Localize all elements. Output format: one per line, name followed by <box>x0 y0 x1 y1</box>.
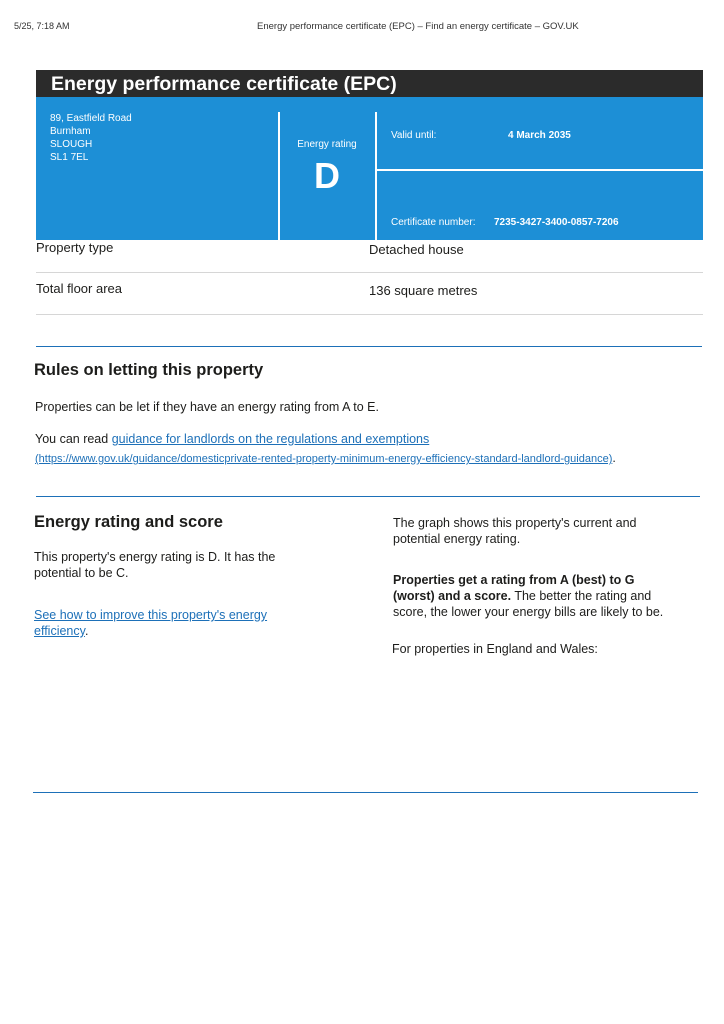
guidance-url-line <box>35 450 616 467</box>
rating-text-line: potential to be C. <box>34 566 129 580</box>
address-line: 89, Eastfield Road <box>50 113 132 124</box>
england-wales-note: For properties in England and Wales: <box>392 642 598 656</box>
address-line: Burnham <box>50 126 91 137</box>
improve-suffix: . <box>84 624 89 638</box>
rating-explanation-bold: Properties get a rating from A (best) to G <box>393 573 635 587</box>
property-type-value: Detached house <box>369 242 464 257</box>
letting-paragraph: Properties can be let if they have an energy rating from A to E. <box>35 400 379 414</box>
valid-until-value: 4 March 2035 <box>508 130 571 141</box>
improve-efficiency-link[interactable]: efficiency <box>34 624 85 638</box>
rating-explanation-bold: (worst) and a score. <box>393 589 512 603</box>
property-address <box>50 112 132 164</box>
floor-area-value: 136 square metres <box>369 283 478 298</box>
section-divider <box>36 496 700 497</box>
panel-divider <box>375 112 377 240</box>
certificate-title: Energy performance certificate (EPC) <box>36 70 703 98</box>
property-type-label: Property type <box>36 240 114 255</box>
rating-text-line: This property's energy rating is D. It has the <box>34 550 276 564</box>
address-line: SLOUGH <box>50 139 93 150</box>
guidance-prefix: You can read <box>35 432 112 446</box>
url-suffix: . <box>612 451 616 465</box>
valid-until-label: Valid until: <box>391 130 437 141</box>
section-divider <box>36 346 702 347</box>
rating-heading: Energy rating and score <box>34 513 223 531</box>
graph-description <box>393 515 636 547</box>
improve-link-block <box>34 607 267 639</box>
certificate-number-label: Certificate number: <box>391 217 476 228</box>
print-date: 5/25, 7:18 AM <box>14 21 70 31</box>
row-divider <box>36 314 703 315</box>
rating-explanation-text: score, the lower your energy bills are likely to be. <box>393 605 664 619</box>
guidance-line <box>35 431 429 447</box>
landlord-guidance-url[interactable]: (https://www.gov.uk/guidance/domesticprivate-rented-property-minimum-energy-efficiency-standard-landlord-guidance) <box>35 453 613 465</box>
section-divider <box>33 792 698 793</box>
certificate-panel <box>36 97 703 240</box>
row-divider <box>36 272 703 273</box>
graph-description-line: potential energy rating. <box>393 532 521 546</box>
address-line: SL1 7EL <box>50 152 89 163</box>
energy-rating-label: Energy rating <box>297 139 357 150</box>
panel-divider <box>377 169 703 171</box>
rating-explanation <box>393 572 663 620</box>
landlord-guidance-link[interactable]: guidance for landlords on the regulations and exemptions <box>111 432 430 446</box>
improve-efficiency-link[interactable]: See how to improve this property's energy <box>34 608 268 622</box>
print-page-title: Energy performance certificate (EPC) – Find an energy certificate – GOV.UK <box>257 21 579 32</box>
energy-rating-letter: D <box>314 155 340 196</box>
graph-description-line: The graph shows this property's current and <box>393 516 637 530</box>
floor-area-label: Total floor area <box>36 281 122 296</box>
rating-text <box>34 549 275 581</box>
certificate-number-value: 7235-3427-3400-0857-7206 <box>494 217 619 228</box>
rating-explanation-text: The better the rating and <box>511 589 652 603</box>
letting-heading: Rules on letting this property <box>34 361 264 379</box>
